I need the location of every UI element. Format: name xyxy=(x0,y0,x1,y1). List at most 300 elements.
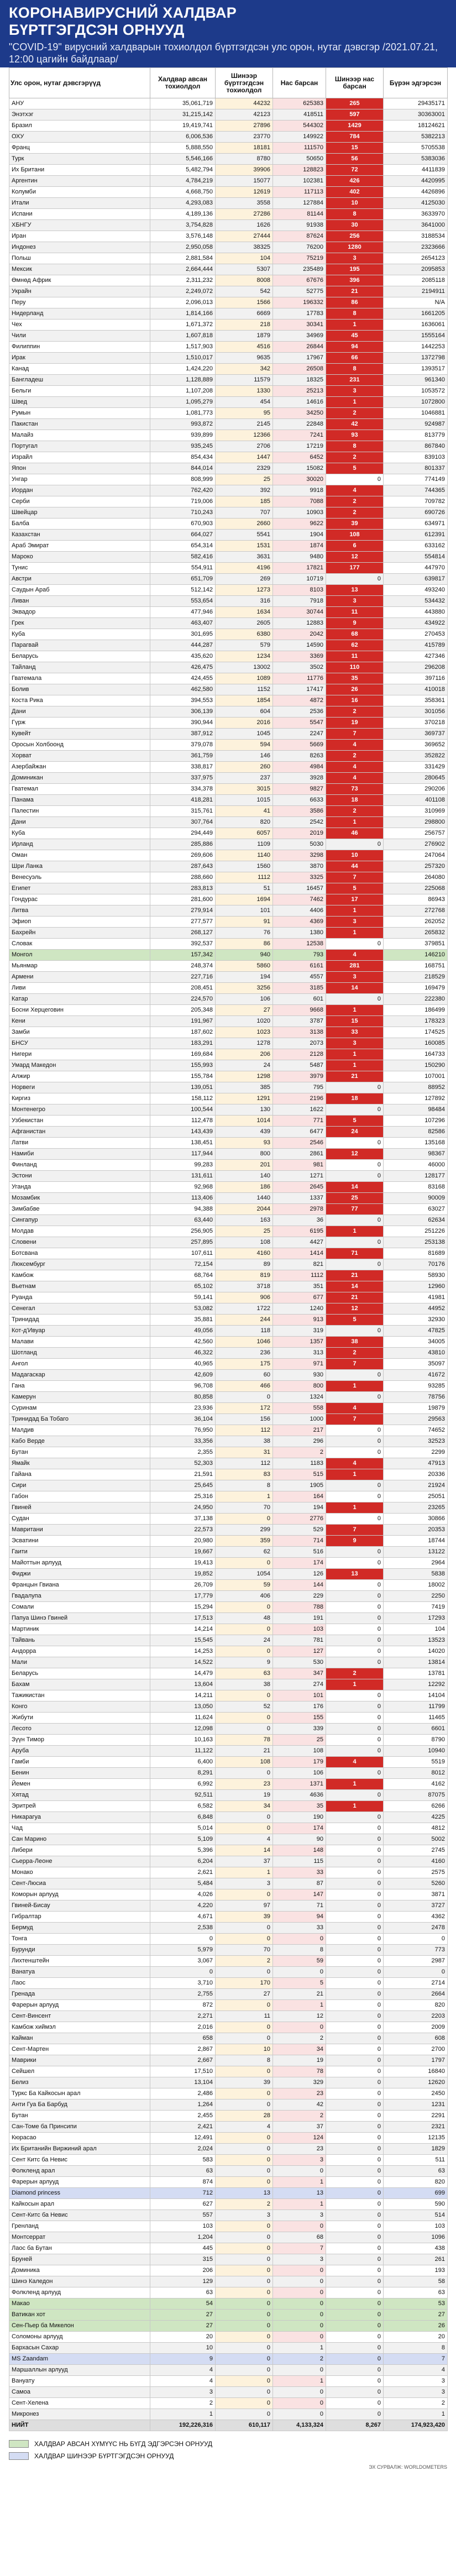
cell-cases: 169,684 xyxy=(150,1049,216,1060)
cell-cases: 143,439 xyxy=(150,1127,216,1138)
cell-new-cases: 18181 xyxy=(216,143,273,154)
cell-new-deaths: 5 xyxy=(326,1116,384,1127)
table-row xyxy=(9,386,448,397)
col-header-new-cases: Шинээр бүртгэгдсэн тохиолдол xyxy=(216,68,273,98)
cell-new-deaths: 0 xyxy=(326,2354,384,2365)
cell-country: Өмнөд Африк xyxy=(9,275,150,286)
cell-deaths: 13 xyxy=(273,2188,326,2199)
cell-new-deaths: 7 xyxy=(326,729,384,740)
cell-country: Бермуд xyxy=(9,1923,150,1934)
cell-new-cases: 342 xyxy=(216,364,273,375)
cell-country: Тонга xyxy=(9,1934,150,1945)
table-row xyxy=(9,917,448,928)
cell-deaths: 5487 xyxy=(273,1060,326,1071)
cell-cases: 1 xyxy=(150,2409,216,2420)
cell-country: Финланд xyxy=(9,1160,150,1171)
cell-new-cases: 186 xyxy=(216,1182,273,1193)
cell-country: Гвиней xyxy=(9,1502,150,1514)
cell-new-cases: 28 xyxy=(216,2111,273,2122)
cell-cases: 157,342 xyxy=(150,950,216,961)
cell-deaths: 117113 xyxy=(273,187,326,198)
cell-recovered: 150290 xyxy=(384,1060,448,1071)
cell-new-cases: 14 xyxy=(216,1845,273,1856)
cell-new-deaths: 402 xyxy=(326,187,384,198)
cell-country: Мексик xyxy=(9,264,150,275)
cell-recovered: 253138 xyxy=(384,1237,448,1248)
cell-country: Гренада xyxy=(9,1989,150,2000)
cell-deaths: 0 xyxy=(273,2332,326,2343)
table-row xyxy=(9,618,448,629)
cell-deaths: 33 xyxy=(273,1867,326,1878)
cell-recovered: 634971 xyxy=(384,519,448,530)
cell-deaths: 5669 xyxy=(273,740,326,751)
cell-cases: 426,475 xyxy=(150,662,216,673)
cell-cases: 5,014 xyxy=(150,1823,216,1834)
cell-new-cases: 0 xyxy=(216,2243,273,2254)
cell-deaths: 190 xyxy=(273,1812,326,1823)
cell-cases: 462,580 xyxy=(150,684,216,695)
table-row xyxy=(9,684,448,695)
cell-cases: 129 xyxy=(150,2276,216,2287)
cell-cases: 553,654 xyxy=(150,596,216,607)
cell-new-deaths: 0 xyxy=(326,2221,384,2232)
cell-new-deaths: 110 xyxy=(326,662,384,673)
cell-new-cases: 70 xyxy=(216,1502,273,1514)
table-row xyxy=(9,1204,448,1215)
cell-recovered: 3 xyxy=(384,2387,448,2398)
cell-cases: 13,050 xyxy=(150,1701,216,1713)
cell-recovered: 352822 xyxy=(384,751,448,762)
cell-country: Фолкленд арлууд xyxy=(9,2287,150,2298)
cell-cases: 52,303 xyxy=(150,1458,216,1469)
cell-cases: 155,784 xyxy=(150,1071,216,1082)
cell-cases: 65,102 xyxy=(150,1281,216,1292)
cell-new-cases: 9 xyxy=(216,1657,273,1668)
cell-new-cases: 1023 xyxy=(216,1027,273,1038)
cell-new-deaths: 396 xyxy=(326,275,384,286)
cell-country: Гвадалупа xyxy=(9,1591,150,1602)
table-row xyxy=(9,2044,448,2055)
table-row xyxy=(9,2354,448,2365)
cell-cases: 2,455 xyxy=(150,2111,216,2122)
cell-country: Бахрейн xyxy=(9,928,150,939)
cell-recovered: 709782 xyxy=(384,496,448,507)
cell-new-deaths: 0 xyxy=(326,1657,384,1668)
cell-country: Бангладеш xyxy=(9,375,150,386)
table-row xyxy=(9,596,448,607)
cell-deaths: 6195 xyxy=(273,1226,326,1237)
cell-recovered: 6601 xyxy=(384,1724,448,1735)
cell-recovered: 53 xyxy=(384,2298,448,2310)
cell-new-deaths: 18 xyxy=(326,795,384,806)
cell-deaths: 1371 xyxy=(273,1779,326,1790)
cell-country: Зимбабве xyxy=(9,1204,150,1215)
cell-country: Палестин xyxy=(9,806,150,817)
cell-cases: 99,283 xyxy=(150,1160,216,1171)
table-row xyxy=(9,496,448,507)
table-row xyxy=(9,2066,448,2077)
cell-new-deaths: 0 xyxy=(326,1237,384,1248)
cell-cases: 183,291 xyxy=(150,1038,216,1049)
cell-country: Монтенегро xyxy=(9,1104,150,1116)
table-row xyxy=(9,795,448,806)
cell-country: Сьерра-Леоне xyxy=(9,1856,150,1867)
cell-country: Иран xyxy=(9,231,150,242)
legend-label-green: ХАЛДВАР АВСАН ХҮМҮҮС НЬ БҮГД ЭДГЭРСЭН ОРНУУД xyxy=(34,2440,213,2448)
table-row xyxy=(9,928,448,939)
cell-recovered: 820 xyxy=(384,2177,448,2188)
cell-country: Папуа Шинэ Гвиней xyxy=(9,1613,150,1624)
table-row xyxy=(9,1635,448,1646)
cell-deaths: 0 xyxy=(273,2265,326,2276)
cell-recovered: 1053572 xyxy=(384,386,448,397)
cell-recovered: 633162 xyxy=(384,541,448,552)
cell-country: Афганистан xyxy=(9,1127,150,1138)
cell-country: Израйл xyxy=(9,452,150,463)
cell-cases: 53,082 xyxy=(150,1303,216,1315)
cell-deaths: 2542 xyxy=(273,817,326,828)
cell-deaths: 2019 xyxy=(273,828,326,839)
cell-cases: 872 xyxy=(150,2000,216,2011)
cell-country: Бурунди xyxy=(9,1945,150,1956)
cell-country: Куба xyxy=(9,828,150,839)
cell-cases: 1,671,372 xyxy=(150,320,216,331)
cell-new-deaths: 0 xyxy=(326,1160,384,1171)
cell-new-deaths: 177 xyxy=(326,563,384,574)
cell-recovered: 58930 xyxy=(384,1270,448,1281)
cell-cases: 17,513 xyxy=(150,1613,216,1624)
cell-recovered: 7419 xyxy=(384,1602,448,1613)
cell-new-deaths: 0 xyxy=(326,1934,384,1945)
cell-deaths: 6477 xyxy=(273,1127,326,1138)
cell-new-deaths: 3 xyxy=(326,917,384,928)
cell-deaths: 6633 xyxy=(273,795,326,806)
cell-deaths: 87624 xyxy=(273,231,326,242)
cell-cases: 2,867 xyxy=(150,2044,216,2055)
cell-deaths: 59 xyxy=(273,1956,326,1967)
cell-new-cases: 0 xyxy=(216,2398,273,2409)
cell-recovered: 270453 xyxy=(384,629,448,640)
table-row xyxy=(9,2343,448,2354)
cell-new-cases: 12619 xyxy=(216,187,273,198)
cell-new-cases: 237 xyxy=(216,773,273,784)
cell-recovered: 128177 xyxy=(384,1171,448,1182)
cell-country: Дани xyxy=(9,817,150,828)
cell-recovered: 5260 xyxy=(384,1878,448,1889)
total-cases: 192,226,316 xyxy=(150,2420,216,2431)
cell-recovered: 2664 xyxy=(384,1989,448,2000)
cell-cases: 6,400 xyxy=(150,1757,216,1768)
cell-deaths: 3586 xyxy=(273,806,326,817)
cell-recovered: 290206 xyxy=(384,784,448,795)
cell-country: Андорра xyxy=(9,1646,150,1657)
table-row xyxy=(9,695,448,706)
cell-new-deaths: 7 xyxy=(326,1359,384,1370)
cell-cases: 477,946 xyxy=(150,607,216,618)
table-row xyxy=(9,729,448,740)
cell-deaths: 67676 xyxy=(273,275,326,286)
cell-recovered: 8012 xyxy=(384,1768,448,1779)
cell-country: Сейшел xyxy=(9,2066,150,2077)
cell-new-cases: 1140 xyxy=(216,850,273,861)
cell-new-cases: 2660 xyxy=(216,519,273,530)
cell-new-cases: 1112 xyxy=(216,872,273,883)
cell-new-cases: 12366 xyxy=(216,430,273,441)
cell-recovered: 801337 xyxy=(384,463,448,474)
cell-new-deaths: 0 xyxy=(326,1912,384,1923)
cell-new-deaths: 86 xyxy=(326,297,384,308)
cell-country: Унгар xyxy=(9,474,150,485)
cell-cases: 8,291 xyxy=(150,1768,216,1779)
cell-cases: 301,695 xyxy=(150,629,216,640)
cell-recovered: 4420995 xyxy=(384,176,448,187)
cell-new-deaths: 1 xyxy=(326,397,384,408)
cell-recovered: 82586 xyxy=(384,1127,448,1138)
cell-cases: 158,112 xyxy=(150,1093,216,1104)
table-row xyxy=(9,1182,448,1193)
cell-new-cases: 91 xyxy=(216,917,273,928)
cell-new-deaths: 3 xyxy=(326,972,384,983)
cell-new-cases: 104 xyxy=(216,253,273,264)
table-row xyxy=(9,894,448,905)
cell-recovered: 5383036 xyxy=(384,154,448,165)
cell-new-cases: 2706 xyxy=(216,441,273,452)
cell-new-deaths: 0 xyxy=(326,839,384,850)
cell-country: Куба xyxy=(9,629,150,640)
cell-recovered: 16840 xyxy=(384,2066,448,2077)
cell-recovered: 2654123 xyxy=(384,253,448,264)
cell-deaths: 25 xyxy=(273,1735,326,1746)
cell-deaths: 1 xyxy=(273,2000,326,2011)
cell-recovered: 2095853 xyxy=(384,264,448,275)
cell-country: Камбож xyxy=(9,1270,150,1281)
cell-cases: 1,510,017 xyxy=(150,353,216,364)
cell-deaths: 930 xyxy=(273,1370,326,1381)
cell-new-deaths: 1 xyxy=(326,1801,384,1812)
cell-new-deaths: 0 xyxy=(326,1690,384,1701)
cell-new-cases: 1046 xyxy=(216,1337,273,1348)
cell-new-deaths: 0 xyxy=(326,2177,384,2188)
cell-recovered: 174525 xyxy=(384,1027,448,1038)
cell-cases: 935,245 xyxy=(150,441,216,452)
cell-recovered: 11799 xyxy=(384,1701,448,1713)
table-row xyxy=(9,1281,448,1292)
cell-recovered: 87075 xyxy=(384,1790,448,1801)
cell-cases: 227,716 xyxy=(150,972,216,983)
cell-new-deaths: 68 xyxy=(326,629,384,640)
cell-new-cases: 112 xyxy=(216,1425,273,1436)
cell-deaths: 81144 xyxy=(273,209,326,220)
cell-recovered: 4162 xyxy=(384,1779,448,1790)
table-row xyxy=(9,1878,448,1889)
cell-new-cases: 218 xyxy=(216,320,273,331)
table-row xyxy=(9,861,448,872)
legend-item-blue xyxy=(9,2450,447,2462)
cell-recovered: 410018 xyxy=(384,684,448,695)
cell-cases: 11,122 xyxy=(150,1746,216,1757)
cell-deaths: 21 xyxy=(273,1989,326,2000)
table-row xyxy=(9,485,448,496)
table-body xyxy=(9,98,448,2420)
cell-new-deaths: 93 xyxy=(326,430,384,441)
cell-recovered: 2250 xyxy=(384,1591,448,1602)
cell-cases: 11,624 xyxy=(150,1713,216,1724)
cell-deaths: 155 xyxy=(273,1713,326,1724)
cell-recovered: 21924 xyxy=(384,1480,448,1491)
cell-cases: 42,560 xyxy=(150,1337,216,1348)
cell-recovered: 820 xyxy=(384,2000,448,2011)
cell-new-deaths: 0 xyxy=(326,1514,384,1525)
cell-cases: 4,220 xyxy=(150,1900,216,1912)
cell-deaths: 3369 xyxy=(273,651,326,662)
cell-new-deaths: 38 xyxy=(326,1337,384,1348)
cell-recovered: 8 xyxy=(384,2343,448,2354)
cell-cases: 315 xyxy=(150,2254,216,2265)
table-row xyxy=(9,1558,448,1569)
cell-cases: 651,709 xyxy=(150,574,216,585)
cell-recovered: 813779 xyxy=(384,430,448,441)
table-row xyxy=(9,1900,448,1912)
cell-new-cases: 101 xyxy=(216,905,273,917)
cell-country: Швед xyxy=(9,397,150,408)
cell-recovered: 774149 xyxy=(384,474,448,485)
cell-new-deaths: 72 xyxy=(326,165,384,176)
total-row xyxy=(9,2420,448,2431)
cell-country: Эритрей xyxy=(9,1801,150,1812)
cell-cases: 2,311,232 xyxy=(150,275,216,286)
cell-country: Иордан xyxy=(9,485,150,496)
cell-recovered: 438 xyxy=(384,2243,448,2254)
cell-new-cases: 0 xyxy=(216,2298,273,2310)
cell-country: Лаос xyxy=(9,1978,150,1989)
cell-country: Бенин xyxy=(9,1768,150,1779)
cell-deaths: 2861 xyxy=(273,1149,326,1160)
cell-new-deaths: 14 xyxy=(326,983,384,994)
cell-cases: 191,967 xyxy=(150,1016,216,1027)
cell-country: Турк xyxy=(9,154,150,165)
table-row xyxy=(9,1248,448,1259)
cell-country: Хятад xyxy=(9,1790,150,1801)
cell-country: Лихтенштейн xyxy=(9,1956,150,1967)
cell-new-cases: 1854 xyxy=(216,695,273,706)
cell-recovered: N/A xyxy=(384,297,448,308)
cell-new-cases: 800 xyxy=(216,1149,273,1160)
cell-deaths: 106 xyxy=(273,1768,326,1779)
cell-new-cases: 0 xyxy=(216,2000,273,2011)
cell-deaths: 111570 xyxy=(273,143,326,154)
cell-deaths: 25213 xyxy=(273,386,326,397)
col-header-recovered: Бүрэн эдгэрсэн xyxy=(384,68,448,98)
cell-deaths: 50650 xyxy=(273,154,326,165)
cell-recovered: 63 xyxy=(384,2287,448,2298)
cell-new-deaths: 4 xyxy=(326,1458,384,1469)
total-new-deaths: 8,267 xyxy=(326,2420,384,2431)
cell-new-deaths: 5 xyxy=(326,463,384,474)
cell-recovered: 146210 xyxy=(384,950,448,961)
cell-new-deaths: 14 xyxy=(326,1182,384,1193)
cell-deaths: 2645 xyxy=(273,1182,326,1193)
cell-deaths: 127884 xyxy=(273,198,326,209)
cell-new-deaths: 1 xyxy=(326,1049,384,1060)
cell-new-cases: 406 xyxy=(216,1591,273,1602)
cell-new-cases: 0 xyxy=(216,1690,273,1701)
cell-recovered: 2321 xyxy=(384,2122,448,2133)
cell-new-cases: 0 xyxy=(216,1602,273,1613)
cell-new-deaths: 0 xyxy=(326,2265,384,2276)
table-header-row xyxy=(9,68,448,98)
cell-country: Йемен xyxy=(9,1779,150,1790)
cell-deaths: 1 xyxy=(273,2177,326,2188)
cell-new-cases: 1560 xyxy=(216,861,273,872)
cell-deaths: 91938 xyxy=(273,220,326,231)
cell-new-cases: 392 xyxy=(216,485,273,496)
cell-new-cases: 3 xyxy=(216,2210,273,2221)
cell-country: Намиби xyxy=(9,1149,150,1160)
cell-new-cases: 1045 xyxy=(216,729,273,740)
cell-new-cases: 8008 xyxy=(216,275,273,286)
cell-deaths: 76200 xyxy=(273,242,326,253)
table-row xyxy=(9,2122,448,2133)
table-row xyxy=(9,1160,448,1171)
cell-deaths: 3787 xyxy=(273,1016,326,1027)
cell-country: Вьетнам xyxy=(9,1281,150,1292)
cell-country: Чад xyxy=(9,1823,150,1834)
cell-cases: 10 xyxy=(150,2343,216,2354)
cell-new-cases: 31 xyxy=(216,1447,273,1458)
cell-new-cases: 0 xyxy=(216,2310,273,2321)
cell-cases: 19,852 xyxy=(150,1569,216,1580)
cell-country: Их Британи xyxy=(9,165,150,176)
cell-cases: 107,611 xyxy=(150,1248,216,1259)
cell-new-deaths: 94 xyxy=(326,342,384,353)
cell-cases: 2,881,584 xyxy=(150,253,216,264)
table-row xyxy=(9,2111,448,2122)
cell-recovered: 867840 xyxy=(384,441,448,452)
cell-recovered: 98367 xyxy=(384,1149,448,1160)
table-row xyxy=(9,1381,448,1392)
cell-deaths: 9827 xyxy=(273,784,326,795)
cell-new-cases: 86 xyxy=(216,939,273,950)
cell-country: Перу xyxy=(9,297,150,308)
cell-new-deaths: 73 xyxy=(326,784,384,795)
cell-new-deaths: 26 xyxy=(326,684,384,695)
cell-new-cases: 0 xyxy=(216,2365,273,2376)
table-row xyxy=(9,651,448,662)
cell-recovered: 2299 xyxy=(384,1447,448,1458)
cell-new-cases: 244 xyxy=(216,1315,273,1326)
table-row xyxy=(9,1171,448,1182)
cell-country: MS Zaandam xyxy=(9,2354,150,2365)
cell-cases: 20 xyxy=(150,2332,216,2343)
cell-deaths: 2247 xyxy=(273,729,326,740)
cell-country: Кот-д'Ивуар xyxy=(9,1326,150,1337)
cell-cases: 5,979 xyxy=(150,1945,216,1956)
cell-recovered: 70176 xyxy=(384,1259,448,1270)
cell-cases: 627 xyxy=(150,2199,216,2210)
table-row xyxy=(9,1104,448,1116)
cell-recovered: 47913 xyxy=(384,1458,448,1469)
cell-country: Мартиник xyxy=(9,1624,150,1635)
cell-cases: 63,440 xyxy=(150,1215,216,1226)
cell-deaths: 7241 xyxy=(273,430,326,441)
cell-new-deaths: 1 xyxy=(326,1679,384,1690)
cell-recovered: 247064 xyxy=(384,850,448,861)
table-row xyxy=(9,165,448,176)
cell-new-cases: 0 xyxy=(216,2155,273,2166)
cell-deaths: 2776 xyxy=(273,1514,326,1525)
cell-country: Энэтхэг xyxy=(9,109,150,121)
table-row xyxy=(9,1326,448,1337)
